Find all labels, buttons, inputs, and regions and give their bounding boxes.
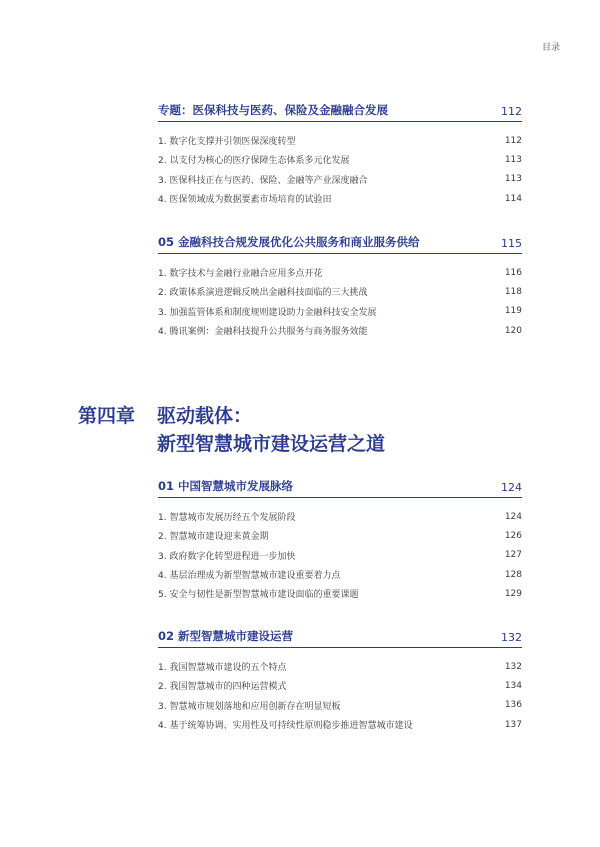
entry-page-number: 113: [504, 174, 522, 185]
entry-title: 1. 我国智慧城市建设的五个特点: [158, 663, 287, 674]
entry-title: 3. 智慧城市规划落地和应用创新存在明显短板: [158, 701, 341, 712]
section-heading[interactable]: [158, 624, 522, 648]
entry-title: 3. 政府数字化转型进程进一步加快: [158, 551, 296, 562]
entry-page-number: 113: [504, 154, 522, 165]
toc-entry[interactable]: [158, 321, 522, 340]
toc-entry[interactable]: [158, 282, 522, 301]
entry-page-number: 120: [504, 325, 522, 336]
section-heading[interactable]: [158, 474, 522, 498]
entry-page-number: 112: [504, 135, 522, 146]
entry-page-number: 119: [504, 306, 522, 317]
entry-title: 3. 医保科技正在与医药、保险、金融等产业深度融合: [158, 175, 368, 186]
toc-entry[interactable]: [158, 189, 522, 208]
section-heading[interactable]: [158, 98, 522, 122]
section-title: 专题：医保科技与医药、保险及金融融合发展: [158, 103, 388, 117]
entry-page-number: 118: [504, 286, 522, 297]
section-page-number: 112: [501, 105, 522, 118]
entry-title: 4. 基于统筹协调、实用性及可持续性原则稳步推进智慧城市建设: [158, 721, 413, 732]
toc-entry[interactable]: [158, 526, 522, 545]
section-title: 01 中国智慧城市发展脉络: [158, 479, 294, 493]
entry-title: 5. 安全与韧性是新型智慧城市建设面临的重要课题: [158, 590, 359, 601]
entry-title: 2. 政策体系演进逻辑反映出金融科技面临的三大挑战: [158, 288, 368, 299]
toc-entry[interactable]: [158, 676, 522, 695]
entry-page-number: 136: [504, 700, 522, 711]
entry-page-number: 129: [504, 588, 522, 599]
section-page-number: 124: [501, 481, 522, 494]
toc-section: [158, 624, 522, 734]
entry-title: 4. 医保领域成为数据要素市场培育的试验田: [158, 195, 332, 206]
entry-page-number: 116: [504, 267, 522, 278]
toc-entry[interactable]: [158, 170, 522, 189]
toc-entry[interactable]: [158, 696, 522, 715]
toc-entry[interactable]: [158, 584, 522, 603]
running-header: 目录: [541, 43, 560, 53]
toc-entry[interactable]: [158, 657, 522, 676]
section-page-number: 132: [501, 631, 522, 644]
entry-page-number: 126: [504, 530, 522, 541]
entry-page-number: 132: [504, 661, 522, 672]
entry-page-number: 124: [504, 511, 522, 522]
section-title: 05 金融科技合规发展优化公共服务和商业服务供给: [158, 235, 420, 249]
toc-entry[interactable]: [158, 546, 522, 565]
entry-title: 4. 腾讯案例：金融科技提升公共服务与商务服务效能: [158, 327, 368, 338]
toc-entry[interactable]: [158, 565, 522, 584]
entry-page-number: 137: [504, 719, 522, 730]
entry-title: 1. 数字化支撑并引领医保深度转型: [158, 137, 296, 148]
chapter-number: 第四章: [78, 405, 136, 427]
entry-page-number: 134: [504, 680, 522, 691]
toc-entry[interactable]: [158, 131, 522, 150]
entry-title: 2. 以支付为核心的医疗保障生态体系多元化发展: [158, 156, 350, 167]
entry-title: 4. 基层治理成为新型智慧城市建设重要着力点: [158, 571, 341, 582]
toc-entry[interactable]: [158, 507, 522, 526]
entry-title: 1. 智慧城市发展历经五个发展阶段: [158, 513, 296, 524]
chapter-title: [157, 402, 385, 458]
toc-section: [158, 474, 522, 603]
entry-title: 2. 智慧城市建设迎来黄金期: [158, 532, 269, 543]
section-heading[interactable]: [158, 230, 522, 254]
entry-title: 2. 我国智慧城市的四种运营模式: [158, 682, 287, 693]
entry-title: 3. 加强监管体系和制度规则建设助力金融科技安全发展: [158, 307, 377, 318]
toc-entry[interactable]: [158, 715, 522, 734]
section-page-number: 115: [501, 237, 522, 250]
section-title: 02 新型智慧城市建设运营: [158, 629, 294, 643]
entry-page-number: 127: [504, 550, 522, 561]
entry-title: 1. 数字技术与金融行业融合应用多点开花: [158, 269, 323, 280]
toc-section: [158, 98, 522, 208]
toc-entry[interactable]: [158, 263, 522, 282]
chapter-title-line1: 驱动载体：: [157, 405, 253, 427]
toc-entry[interactable]: [158, 150, 522, 169]
entry-page-number: 128: [504, 569, 522, 580]
toc-section: [158, 230, 522, 340]
entry-page-number: 114: [504, 193, 522, 204]
toc-entry[interactable]: [158, 302, 522, 321]
chapter-title-line2: 新型智慧城市建设运营之道: [157, 433, 386, 455]
